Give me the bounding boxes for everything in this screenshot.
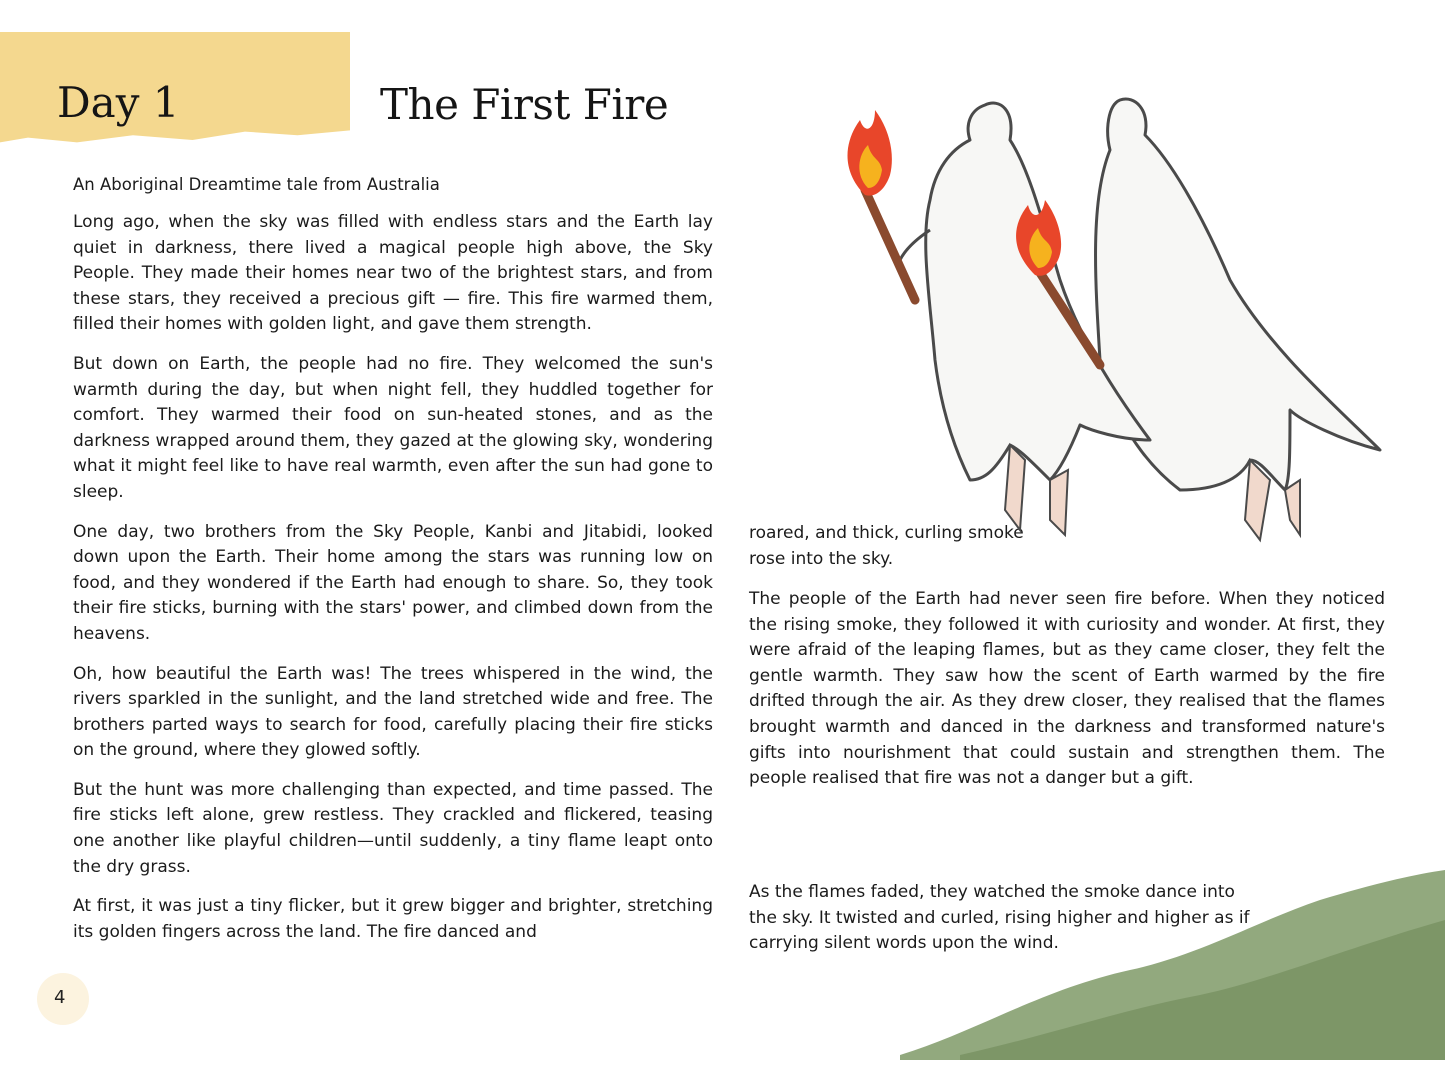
- sky-brother-figure: [1096, 99, 1380, 540]
- fire-stick-icon: [848, 110, 916, 300]
- paragraph: Long ago, when the sky was filled with endless stars and the Earth lay quiet in darkness, there lived a magical people high above, the Sky People. They made their homes near two of the brightest stars, and from these stars, they received a precious gift — fire. This fire warmed them, filled their homes with golden light, and gave them strength.: [73, 212, 713, 335]
- paragraph: roared, and thick, curling smoke rose into the sky.: [749, 523, 1024, 569]
- paragraph: At first, it was just a tiny flicker, but it grew bigger and brighter, stretching its golden fingers across the land. The fire danced and: [73, 896, 713, 942]
- left-column: [73, 210, 713, 959]
- green-hill-decoration: [900, 860, 1445, 1060]
- day-label: Day 1: [57, 78, 180, 127]
- paragraph: The people of the Earth had never seen fire before. When they noticed the rising smoke, they followed it with curiosity and wonder. At first, they were afraid of the leaping flames, but as they came closer, they felt the gentle warmth. They saw how the scent of Earth warmed by the fire drifted through the air. As they drew closer, they realised that the flames brought warmth and danced in the darkness and transformed nature's gifts into nourishment that could sustain and strengthen them. The people realised that fire was not a danger but a gift.: [749, 589, 1385, 789]
- story-subtitle: An Aboriginal Dreamtime tale from Australia: [73, 175, 440, 194]
- page-number: 4: [54, 987, 66, 1008]
- paragraph: Oh, how beautiful the Earth was! The trees whispered in the wind, the rivers sparkled in the sunlight, and the land stretched wide and free. The brothers parted ways to search for food, carefully placing their fire sticks on the ground, where they glowed softly.: [73, 663, 713, 761]
- sky-brothers-illustration: [820, 80, 1420, 560]
- story-title: The First Fire: [380, 80, 669, 129]
- paragraph: As the flames faded, they watched the smoke dance into the sky. It twisted and curled, rising higher and higher as if carrying silent words upon the wind.: [749, 882, 1250, 954]
- paragraph: But the hunt was more challenging than expected, and time passed. The fire sticks left alone, grew restless. They crackled and flickered, teasing one another like playful children—until suddenly, a tiny flame leapt onto the dry grass.: [73, 779, 713, 877]
- paragraph: One day, two brothers from the Sky People, Kanbi and Jitabidi, looked down upon the Earth. Their home among the stars was running low on food, and they wondered if the Earth had enough to share. So, they took their fire sticks, burning with the stars' power, and climbed down from the heavens.: [73, 521, 713, 644]
- paragraph: But down on Earth, the people had no fire. They welcomed the sun's warmth during the day, but when night fell, they huddled together for comfort. They warmed their food on sun-heated stones, and as the darkness wrapped around them, they gazed at the glowing sky, wondering what it might feel like to have real warmth, even after the sun had gone to sleep.: [73, 353, 713, 502]
